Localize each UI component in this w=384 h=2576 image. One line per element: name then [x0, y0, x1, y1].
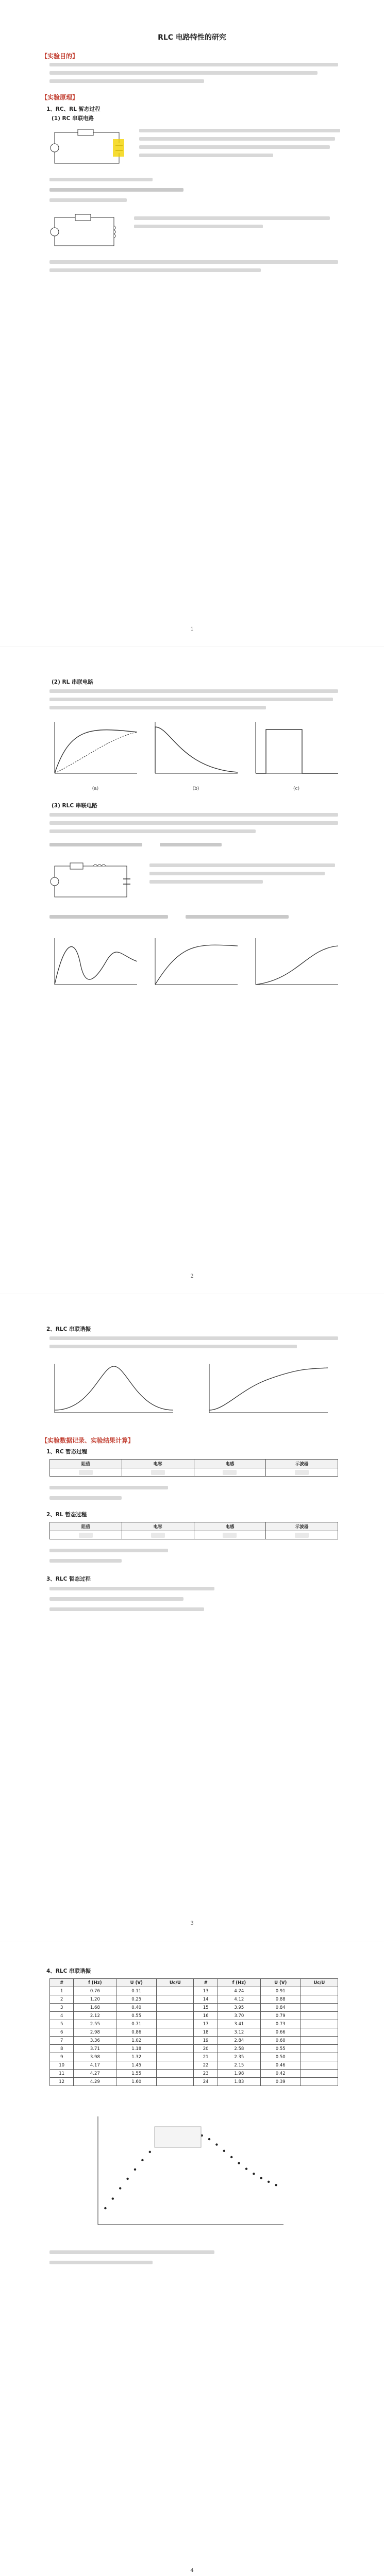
page-2 [0, 647, 384, 1294]
subhead-rlc: (3) RLC 串联电路 [52, 803, 97, 809]
table-cell: 0.88 [260, 1995, 300, 2004]
table-cell: 0.79 [260, 2012, 300, 2020]
table-cell: 2.55 [74, 2020, 116, 2028]
text-line [139, 154, 273, 157]
table-cell [157, 2012, 194, 2020]
text-line [149, 880, 263, 884]
table-cell [300, 2004, 338, 2012]
response-curves-figure [49, 717, 338, 784]
table-header: 电感 [194, 1460, 266, 1468]
table-row [50, 2004, 338, 2012]
table-cell: 0.25 [116, 1995, 157, 2004]
table-cell: 2.12 [74, 2012, 116, 2020]
table-row [50, 2070, 338, 2078]
text-line [49, 1496, 122, 1500]
figure-label-b: (b) [192, 786, 199, 791]
table-row [50, 2045, 338, 2053]
table-cell: 2.84 [218, 2037, 260, 2045]
rc-circuit-diagram [49, 125, 127, 171]
table-cell: 4.12 [218, 1995, 260, 2004]
table-cell: 1.18 [116, 2045, 157, 2053]
table-cell [300, 2020, 338, 2028]
table-cell [157, 2070, 194, 2078]
subhead-rlc-res: 4、RLC 串联谐振 [46, 1968, 91, 1974]
table-cell: 2.98 [74, 2028, 116, 2037]
text-line [49, 821, 338, 825]
table-cell [300, 2045, 338, 2053]
table-header: U (V) [260, 1979, 300, 1987]
table-cell: 12 [50, 2078, 74, 2086]
table-row [50, 2037, 338, 2045]
table-cell: 0.55 [260, 2045, 300, 2053]
table-cell: 19 [194, 2037, 218, 2045]
table-cell [194, 1531, 266, 1539]
table-cell [194, 1468, 266, 1477]
table-cell [50, 1468, 122, 1477]
table-header: 电容 [122, 1460, 194, 1468]
table-cell: 4.17 [74, 2061, 116, 2070]
table-cell: 0.73 [260, 2020, 300, 2028]
page-number: 3 [190, 1921, 194, 1926]
section-principle: 【实验原理】 [41, 94, 79, 101]
table-cell: 18 [194, 2028, 218, 2037]
formula-line [160, 843, 222, 846]
table-cell: 9 [50, 2053, 74, 2061]
table-cell: 7 [50, 2037, 74, 2045]
table-cell: 4.27 [74, 2070, 116, 2078]
text-line [49, 79, 204, 83]
table-row [50, 2061, 338, 2070]
text-line [49, 71, 318, 75]
text-line [49, 1486, 168, 1489]
table-row [50, 1987, 338, 1995]
subhead-rc: 1、RC、RL 暂态过程 [46, 106, 101, 112]
table-cell: 0.84 [260, 2004, 300, 2012]
table-cell: 0.42 [260, 2070, 300, 2078]
subhead-rlc-steady: 2、RLC 串联谐振 [46, 1326, 91, 1332]
table-cell: 22 [194, 2061, 218, 2070]
page-1 [0, 0, 384, 647]
table-row [50, 2053, 338, 2061]
section-data: 【实验数据记录、实验结果计算】 [41, 1437, 135, 1444]
table-cell: 1.32 [116, 2053, 157, 2061]
text-line [49, 63, 338, 66]
rl-circuit-diagram [49, 211, 122, 252]
text-line [149, 872, 325, 875]
plot-point [126, 2178, 128, 2180]
plot-point [268, 2181, 270, 2183]
table-header: Uc/U [300, 1979, 338, 1987]
table-cell: 3.95 [218, 2004, 260, 2012]
table-cell: 14 [194, 1995, 218, 2004]
table-header: U (V) [116, 1979, 157, 1987]
plot-point [141, 2159, 143, 2161]
plot-point [230, 2156, 232, 2158]
plot-point [223, 2150, 225, 2152]
text-line [49, 829, 256, 833]
table-cell: 0.46 [260, 2061, 300, 2070]
table-cell: 2.15 [218, 2061, 260, 2070]
table-cell: 0.91 [260, 1987, 300, 1995]
table-cell: 1.20 [74, 1995, 116, 2004]
text-line [139, 129, 340, 132]
table-cell: 23 [194, 2070, 218, 2078]
text-line [49, 1345, 297, 1348]
formula-line [49, 843, 142, 846]
table-header: 阻值 [50, 1522, 122, 1531]
table-header: 示波器 [266, 1460, 338, 1468]
table-cell: 3.71 [74, 2045, 116, 2053]
table-cell: 0.40 [116, 2004, 157, 2012]
text-line [49, 198, 127, 202]
table-cell: 1.68 [74, 2004, 116, 2012]
text-line [49, 1597, 183, 1601]
formula-line [49, 188, 183, 192]
table-cell: 1.60 [116, 2078, 157, 2086]
plot-point [119, 2187, 121, 2189]
resonance-table [49, 1978, 338, 2086]
formula-line [186, 915, 289, 919]
table-cell [50, 1531, 122, 1539]
page-4 [0, 1941, 384, 2576]
table-cell: 24 [194, 2078, 218, 2086]
table-cell: 0.71 [116, 2020, 157, 2028]
table-header: # [50, 1979, 74, 1987]
page-number: 1 [190, 626, 194, 632]
text-line [49, 813, 338, 817]
table-cell: 1.02 [116, 2037, 157, 2045]
table-cell [300, 1987, 338, 1995]
table-cell: 17 [194, 2020, 218, 2028]
plot-point [134, 2168, 136, 2171]
plot-point [253, 2173, 255, 2175]
page-3 [0, 1294, 384, 1941]
table-cell [300, 1995, 338, 2004]
damping-curves-figure [49, 933, 338, 995]
text-line [134, 225, 263, 228]
text-line [49, 1587, 214, 1590]
table-cell [266, 1531, 338, 1539]
text-line [49, 1607, 204, 1611]
text-line [134, 216, 330, 220]
table-cell [122, 1468, 194, 1477]
text-line [49, 1549, 168, 1552]
table-cell [157, 2045, 194, 2053]
table-cell [157, 2020, 194, 2028]
table-cell: 3.36 [74, 2037, 116, 2045]
table-cell: 1.83 [218, 2078, 260, 2086]
table-cell [300, 2053, 338, 2061]
plot-point [275, 2184, 277, 2186]
resonance-curve-figure [49, 1359, 338, 1420]
table-cell: 5 [50, 2020, 74, 2028]
subhead-rl-data: 2、RL 暂态过程 [46, 1512, 87, 1518]
figure-label-a: (a) [92, 786, 99, 791]
table-cell: 0.66 [260, 2028, 300, 2037]
table-cell: 3.12 [218, 2028, 260, 2037]
table-cell [300, 2061, 338, 2070]
table-cell: 1.98 [218, 2070, 260, 2078]
table-cell [157, 2061, 194, 2070]
rlc-circuit-diagram [49, 858, 137, 905]
table-cell: 4.29 [74, 2078, 116, 2086]
table-cell [300, 2037, 338, 2045]
table-cell [300, 2028, 338, 2037]
table-cell [157, 1987, 194, 1995]
table-cell: 2.58 [218, 2045, 260, 2053]
table-cell: 20 [194, 2045, 218, 2053]
table-cell: 1.45 [116, 2061, 157, 2070]
table-cell [157, 2037, 194, 2045]
table-row [50, 2012, 338, 2020]
text-line [49, 689, 338, 693]
text-line [139, 145, 330, 149]
text-line [49, 1559, 122, 1563]
text-line [49, 706, 266, 709]
table-header: # [194, 1979, 218, 1987]
table-cell [300, 2012, 338, 2020]
table-cell [157, 2028, 194, 2037]
text-line [49, 268, 261, 272]
component-table [49, 1459, 338, 1477]
table-cell: 1.55 [116, 2070, 157, 2078]
page-number: 2 [190, 1274, 194, 1279]
table-cell [300, 2078, 338, 2086]
plot-point [149, 2151, 151, 2153]
page-title: RLC 电路特性的研究 [158, 33, 226, 42]
section-objective: 【实验目的】 [41, 53, 79, 60]
table-cell: 4.24 [218, 1987, 260, 1995]
table-cell: 2.35 [218, 2053, 260, 2061]
text-line [49, 698, 333, 701]
table-cell: 21 [194, 2053, 218, 2061]
table-cell: 8 [50, 2045, 74, 2053]
table-cell [157, 1995, 194, 2004]
table-cell: 0.60 [260, 2037, 300, 2045]
page-number: 4 [190, 2568, 194, 2573]
table-cell: 2 [50, 1995, 74, 2004]
text-line [49, 260, 338, 264]
table-header: 示波器 [266, 1522, 338, 1531]
table-cell: 4 [50, 2012, 74, 2020]
formula-line [49, 915, 168, 919]
table-row [50, 2078, 338, 2086]
table-cell [157, 2004, 194, 2012]
table-cell: 0.86 [116, 2028, 157, 2037]
table-header: 电容 [122, 1522, 194, 1531]
table-cell: 10 [50, 2061, 74, 2070]
plot-point [104, 2207, 106, 2209]
text-line [149, 863, 335, 867]
table-cell [157, 2053, 194, 2061]
text-line [49, 2261, 153, 2264]
table-cell: 3 [50, 2004, 74, 2012]
table-header: 阻值 [50, 1460, 122, 1468]
plot-point [112, 2197, 114, 2199]
plot-point [245, 2167, 247, 2170]
text-line [139, 137, 335, 141]
table-cell: 0.11 [116, 1987, 157, 1995]
table-row [50, 2020, 338, 2028]
table-row [50, 1995, 338, 2004]
table-cell: 0.76 [74, 1987, 116, 1995]
table-row [50, 2028, 338, 2037]
table-cell [300, 2070, 338, 2078]
table-header: f (Hz) [218, 1979, 260, 1987]
table-cell: 3.98 [74, 2053, 116, 2061]
subhead-rc-charge: (1) RC 串联电路 [52, 115, 94, 122]
text-line [49, 1336, 338, 1340]
plot-point [208, 2138, 210, 2140]
table-cell: 3.70 [218, 2012, 260, 2020]
plot-point [260, 2177, 262, 2179]
table-cell: 15 [194, 2004, 218, 2012]
table-cell: 0.55 [116, 2012, 157, 2020]
table-cell [157, 2078, 194, 2086]
table-cell: 6 [50, 2028, 74, 2037]
figure-label-c: (c) [293, 786, 300, 791]
table-cell: 13 [194, 1987, 218, 1995]
table-cell: 11 [50, 2070, 74, 2078]
table-header: f (Hz) [74, 1979, 116, 1987]
plot-point [215, 2143, 218, 2145]
table-cell: 0.50 [260, 2053, 300, 2061]
plot-point [238, 2162, 240, 2164]
resonance-plot [77, 2111, 294, 2240]
table-cell [266, 1468, 338, 1477]
subhead-rl: (2) RL 串联电路 [52, 679, 93, 685]
component-table-2 [49, 1522, 338, 1539]
subhead-rlc-data: 3、RLC 暂态过程 [46, 1576, 91, 1582]
table-cell: 0.39 [260, 2078, 300, 2086]
text-line [49, 2250, 214, 2254]
text-line [49, 178, 153, 181]
table-header: Uc/U [157, 1979, 194, 1987]
subhead-rc-data: 1、RC 暂态过程 [46, 1449, 88, 1455]
table-cell: 16 [194, 2012, 218, 2020]
table-cell [122, 1531, 194, 1539]
table-header: 电感 [194, 1522, 266, 1531]
table-cell: 3.41 [218, 2020, 260, 2028]
table-cell: 1 [50, 1987, 74, 1995]
